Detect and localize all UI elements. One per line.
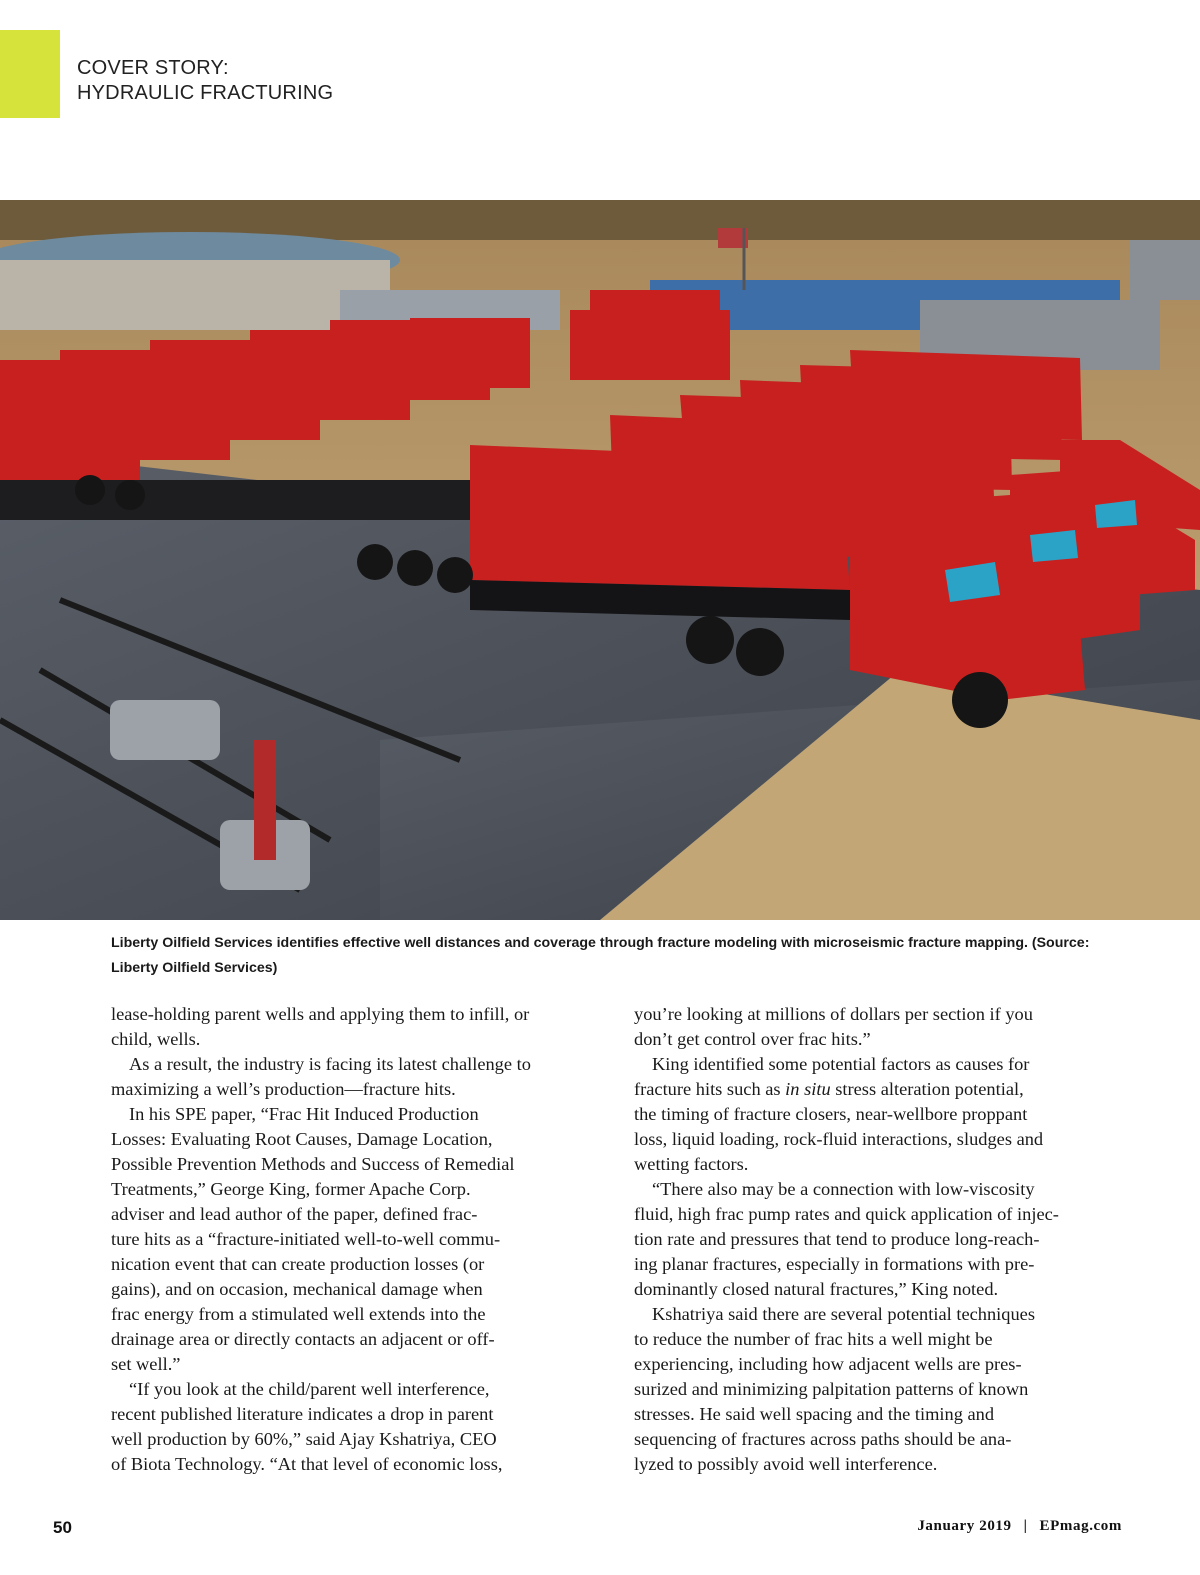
text-fragment: fracture hits such as bbox=[634, 1079, 786, 1099]
frac-fleet-photo bbox=[0, 200, 1200, 920]
text-line: “If you look at the child/parent well interference, bbox=[129, 1379, 490, 1399]
section-label-line1: COVER STORY: bbox=[77, 57, 229, 79]
footer-separator: | bbox=[1023, 1518, 1028, 1534]
text-line: set well.” bbox=[111, 1354, 181, 1374]
text-line: sequencing of fractures across paths should be ana- bbox=[634, 1429, 1012, 1449]
site-link[interactable]: EPmag.com bbox=[1039, 1518, 1122, 1534]
paragraph bbox=[634, 1052, 1126, 1177]
italic-term: in situ bbox=[785, 1079, 831, 1099]
text-line: child, wells. bbox=[111, 1029, 201, 1049]
text-line: gains), and on occasion, mechanical damage when bbox=[111, 1279, 483, 1299]
text-line: “There also may be a connection with low-viscosity bbox=[652, 1179, 1035, 1199]
text-line: maximizing a well’s production—fracture hits. bbox=[111, 1079, 456, 1099]
paragraph bbox=[111, 1377, 603, 1477]
text-line: lease-holding parent wells and applying them to infill, or bbox=[111, 1004, 530, 1024]
text-line: nication event that can create production losses (or bbox=[111, 1254, 485, 1274]
text-line: experiencing, including how adjacent wells are pres- bbox=[634, 1354, 1022, 1374]
paragraph bbox=[111, 1052, 603, 1102]
text-line: Possible Prevention Methods and Success of Remedial bbox=[111, 1154, 515, 1174]
text-line: stresses. He said well spacing and the timing and bbox=[634, 1404, 995, 1424]
text-line: wetting factors. bbox=[634, 1154, 749, 1174]
text-line: Treatments,” George King, former Apache Corp. bbox=[111, 1179, 471, 1199]
paragraph bbox=[634, 1177, 1126, 1302]
text-line bbox=[634, 1077, 1126, 1102]
paragraph bbox=[634, 1002, 1126, 1052]
section-label-line2: HYDRAULIC FRACTURING bbox=[77, 82, 334, 104]
text-line: Losses: Evaluating Root Causes, Damage Location, bbox=[111, 1129, 493, 1149]
text-line: don’t get control over frac hits.” bbox=[634, 1029, 871, 1049]
body-column-right bbox=[634, 1002, 1126, 1477]
paragraph bbox=[634, 1302, 1126, 1477]
section-label bbox=[77, 56, 333, 106]
text-line: In his SPE paper, “Frac Hit Induced Production bbox=[129, 1104, 479, 1124]
paragraph bbox=[111, 1002, 603, 1052]
text-line: tion rate and pressures that tend to produce long-reach- bbox=[634, 1229, 1040, 1249]
text-line: you’re looking at millions of dollars per section if you bbox=[634, 1004, 1033, 1024]
text-line: drainage area or directly contacts an adjacent or off- bbox=[111, 1329, 495, 1349]
text-line: well production by 60%,” said Ajay Kshatriya, CEO bbox=[111, 1429, 497, 1449]
footer-issue-info bbox=[917, 1518, 1122, 1535]
text-line: surized and minimizing palpitation patterns of known bbox=[634, 1379, 1029, 1399]
text-line: to reduce the number of frac hits a well might be bbox=[634, 1329, 993, 1349]
issue-date: January 2019 bbox=[917, 1518, 1012, 1534]
paragraph bbox=[111, 1102, 603, 1377]
text-line: ing planar fractures, especially in formations with pre- bbox=[634, 1254, 1035, 1274]
text-fragment: stress alteration potential, bbox=[830, 1079, 1024, 1099]
text-line: of Biota Technology. “At that level of economic loss, bbox=[111, 1454, 503, 1474]
section-accent-bar bbox=[0, 30, 60, 118]
text-line: recent published literature indicates a drop in parent bbox=[111, 1404, 494, 1424]
body-column-left bbox=[111, 1002, 603, 1477]
text-line: loss, liquid loading, rock-fluid interactions, sludges and bbox=[634, 1129, 1044, 1149]
text-line: dominantly closed natural fractures,” King noted. bbox=[634, 1279, 999, 1299]
text-line: adviser and lead author of the paper, defined frac- bbox=[111, 1204, 478, 1224]
page-number: 50 bbox=[53, 1518, 72, 1537]
text-line: the timing of fracture closers, near-wellbore proppant bbox=[634, 1104, 1028, 1124]
photo-caption: Liberty Oilfield Services identifies effective well distances and coverage through fracture modeling with microseismic fracture mapping. (Source: Liberty Oilfield Services) bbox=[111, 935, 1090, 976]
text-line: frac energy from a stimulated well extends into the bbox=[111, 1304, 486, 1324]
text-line: King identified some potential factors as causes for bbox=[652, 1054, 1030, 1074]
text-line: lyzed to possibly avoid well interference. bbox=[634, 1454, 938, 1474]
text-line: fluid, high frac pump rates and quick application of injec- bbox=[634, 1204, 1059, 1224]
text-line: ture hits as a “fracture-initiated well-to-well commu- bbox=[111, 1229, 501, 1249]
text-line: As a result, the industry is facing its latest challenge to bbox=[129, 1054, 531, 1074]
text-line: Kshatriya said there are several potential techniques bbox=[652, 1304, 1035, 1324]
